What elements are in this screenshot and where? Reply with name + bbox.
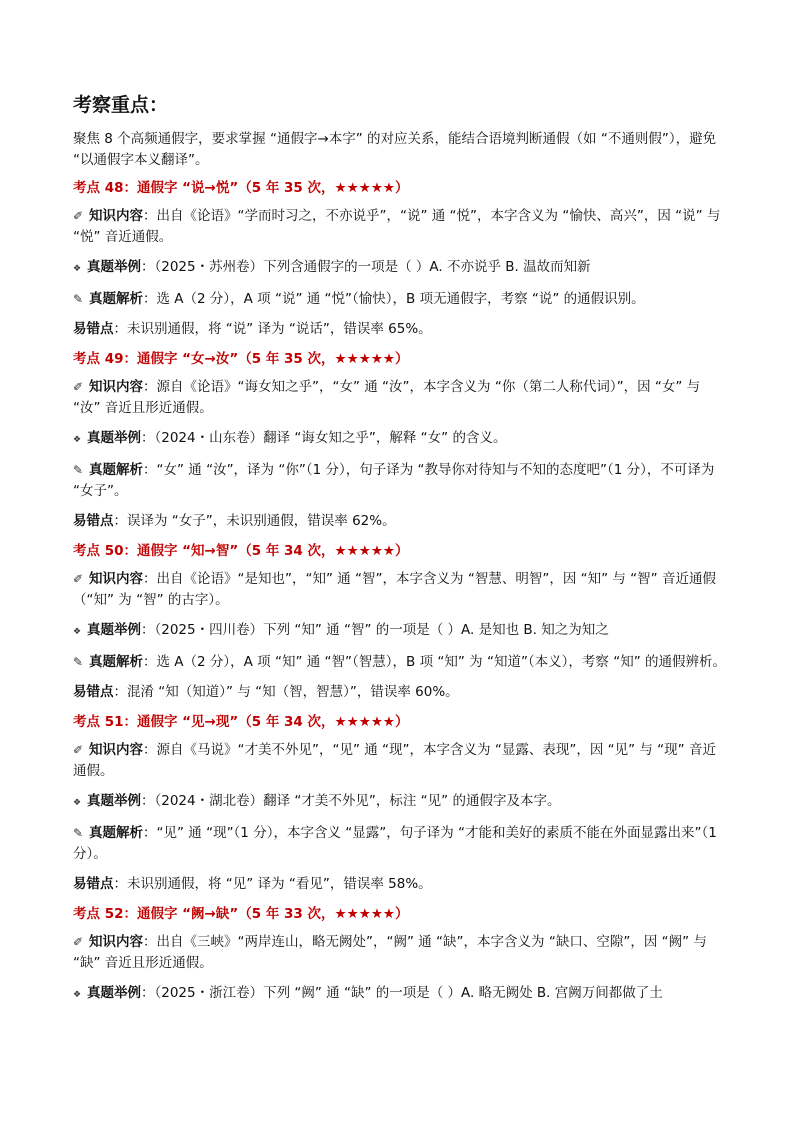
knowledge-label: 知识内容 xyxy=(89,742,143,758)
example-row xyxy=(73,257,728,280)
example-text: ：（2024・山东卷）翻译 “诲女知之乎”，解释 “女” 的含义。 xyxy=(141,430,507,446)
knowledge-label: 知识内容 xyxy=(89,571,143,587)
knowledge-label: 知识内容 xyxy=(89,379,143,395)
analysis-row xyxy=(73,652,728,673)
error-row xyxy=(73,511,728,532)
pen-nib-icon: ✎ xyxy=(73,826,84,840)
key-point-block xyxy=(73,904,728,1006)
knowledge-row xyxy=(73,206,728,248)
analysis-row xyxy=(73,460,728,502)
error-text: ：未识别通假，将 “见” 译为 “看见”，错误率 58%。 xyxy=(113,876,432,892)
pencil-icon: ✐ xyxy=(73,743,84,757)
error-label: 易错点 xyxy=(73,684,114,700)
diamond-bullet-icon: ❖ xyxy=(73,990,82,1000)
pen-nib-icon: ✎ xyxy=(73,655,84,669)
key-point-title: 考点 51：通假字 “见→现”（5 年 34 次，★★★★★） xyxy=(73,714,409,730)
analysis-text: ：选 A（2 分），A 项 “说” 通 “悦”（愉快），B 项无通假字，考察 “说” 的通假识别。 xyxy=(143,291,645,307)
example-text: ：（2025・浙江卷）下列 “阙” 通 “缺” 的一项是（ ）A. 略无阙处 B. 宫阙万间都做了土 xyxy=(141,985,663,1001)
diamond-bullet-icon: ❖ xyxy=(73,435,82,445)
knowledge-label: 知识内容 xyxy=(89,934,143,950)
analysis-text: ：“见” 通 “现”（1 分），本字含义 “显露”，句子译为 “才能和美好的素质不能在外面显露出来”（1 分）。 xyxy=(73,825,717,862)
analysis-label: 真题解析 xyxy=(89,825,143,841)
knowledge-row xyxy=(73,569,728,611)
error-label: 易错点 xyxy=(73,876,114,892)
key-point-block xyxy=(73,712,728,895)
error-text: ：混淆 “知（知道）” 与 “知（智，智慧）”，错误率 60%。 xyxy=(113,684,459,700)
analysis-text: ：选 A（2 分），A 项 “知” 通 “智”（智慧），B 项 “知” 为 “知道”（本义），考察 “知” 的通假辨析。 xyxy=(143,654,727,670)
knowledge-text: ：出自《三峡》“两岸连山，略无阙处”，“阙” 通 “缺”，本字含义为 “缺口、空隙”，因 “阙” 与 “缺” 音近且形近通假。 xyxy=(73,934,707,971)
pencil-icon: ✐ xyxy=(73,572,84,586)
error-row xyxy=(73,319,728,340)
knowledge-row xyxy=(73,740,728,782)
pen-nib-icon: ✎ xyxy=(73,292,84,306)
error-text: ：未识别通假，将 “说” 译为 “说话”，错误率 65%。 xyxy=(113,321,432,337)
key-point-block xyxy=(73,349,728,532)
example-label: 真题举例 xyxy=(87,259,141,275)
intro-paragraph: 聚焦 8 个高频通假字，要求掌握 “通假字→本字” 的对应关系，能结合语境判断通假（如 “不通则假”），避免 “以通假字本义翻译”。 xyxy=(73,131,717,168)
example-text: ：（2025・苏州卷）下列含通假字的一项是（ ）A. 不亦说乎 B. 温故而知新 xyxy=(141,259,591,275)
key-point-block xyxy=(73,541,728,703)
diamond-bullet-icon: ❖ xyxy=(73,627,82,637)
knowledge-label: 知识内容 xyxy=(89,208,143,224)
analysis-text: ：“女” 通 “汝”，译为 “你”（1 分），句子译为 “教导你对待知与不知的态度吧”（1 分），不可译为 “女子”。 xyxy=(73,462,715,499)
key-point-title: 考点 48：通假字 “说→悦”（5 年 35 次，★★★★★） xyxy=(73,180,409,196)
example-row xyxy=(73,620,728,643)
analysis-label: 真题解析 xyxy=(89,654,143,670)
example-label: 真题举例 xyxy=(87,622,141,638)
pen-nib-icon: ✎ xyxy=(73,463,84,477)
key-point-block xyxy=(73,178,728,340)
key-point-title: 考点 52：通假字 “阙→缺”（5 年 33 次，★★★★★） xyxy=(73,906,409,922)
knowledge-row xyxy=(73,932,728,974)
example-row xyxy=(73,791,728,814)
knowledge-text: ：源自《论语》“诲女知之乎”，“女” 通 “汝”，本字含义为 “你（第二人称代词）”，因 “女” 与 “汝” 音近且形近通假。 xyxy=(73,379,701,416)
knowledge-text: ：源自《马说》“才美不外见”，“见” 通 “现”，本字含义为 “显露、表现”，因 “见” 与 “现” 音近通假。 xyxy=(73,742,716,779)
example-label: 真题举例 xyxy=(87,985,141,1001)
error-label: 易错点 xyxy=(73,321,114,337)
analysis-label: 真题解析 xyxy=(89,291,143,307)
pencil-icon: ✐ xyxy=(73,209,84,223)
analysis-label: 真题解析 xyxy=(89,462,143,478)
section-heading: 考察重点： xyxy=(73,94,169,116)
pencil-icon: ✐ xyxy=(73,935,84,949)
example-row xyxy=(73,983,728,1006)
example-label: 真题举例 xyxy=(87,793,141,809)
knowledge-text: ：出自《论语》“是知也”，“知” 通 “智”，本字含义为 “智慧、明智”，因 “知” 与 “智” 音近通假（“知” 为 “智” 的古字）。 xyxy=(73,571,716,608)
error-row xyxy=(73,874,728,895)
pencil-icon: ✐ xyxy=(73,380,84,394)
diamond-bullet-icon: ❖ xyxy=(73,264,82,274)
diamond-bullet-icon: ❖ xyxy=(73,798,82,808)
analysis-row xyxy=(73,823,728,865)
error-label: 易错点 xyxy=(73,513,114,529)
example-label: 真题举例 xyxy=(87,430,141,446)
example-text: ：（2024・湖北卷）翻译 “才美不外见”，标注 “见” 的通假字及本字。 xyxy=(141,793,561,809)
example-row xyxy=(73,428,728,451)
key-point-title: 考点 50：通假字 “知→智”（5 年 34 次，★★★★★） xyxy=(73,543,409,559)
key-point-title: 考点 49：通假字 “女→汝”（5 年 35 次，★★★★★） xyxy=(73,351,409,367)
knowledge-text: ：出自《论语》“学而时习之，不亦说乎”，“说” 通 “悦”，本字含义为 “愉快、高兴”，因 “说” 与 “悦” 音近通假。 xyxy=(73,208,721,245)
example-text: ：（2025・四川卷）下列 “知” 通 “智” 的一项是（ ）A. 是知也 B. 知之为知之 xyxy=(141,622,609,638)
error-row xyxy=(73,682,728,703)
analysis-row xyxy=(73,289,728,310)
key-points-list xyxy=(73,178,728,1006)
knowledge-row xyxy=(73,377,728,419)
document-page xyxy=(73,92,728,1015)
error-text: ：误译为 “女子”，未识别通假，错误率 62%。 xyxy=(113,513,396,529)
